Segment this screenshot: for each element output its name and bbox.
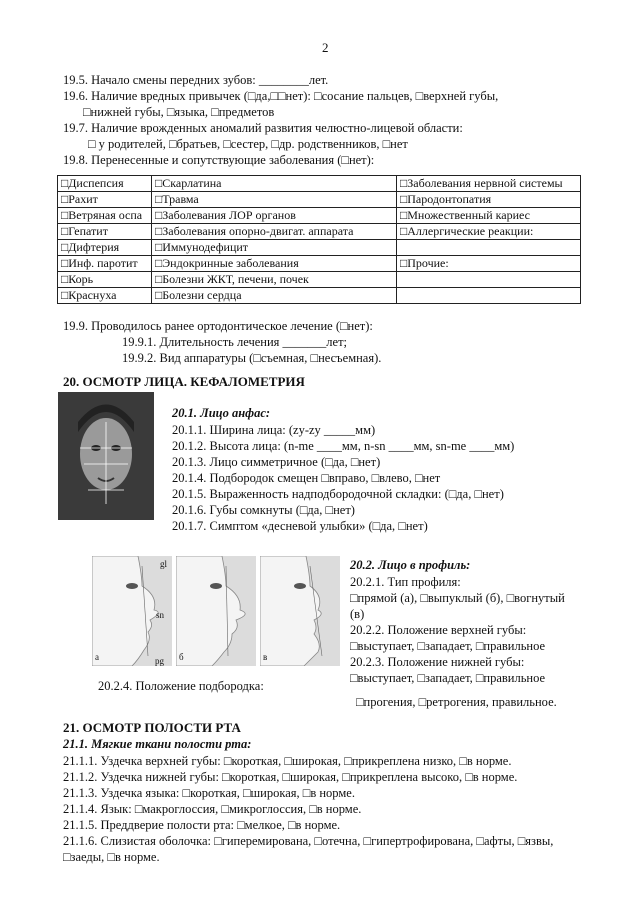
item-20-1-3: 20.1.3. Лицо симметричное (□да, □нет)	[172, 455, 381, 469]
table-cell[interactable]: □Скарлатина	[152, 176, 397, 192]
table-cell[interactable]: □Травма	[152, 192, 397, 208]
table-cell[interactable]: □Ветряная оспа	[58, 208, 152, 224]
table-cell[interactable]	[397, 240, 581, 256]
table-cell[interactable]: □Заболевания ЛОР органов	[152, 208, 397, 224]
face-photo	[58, 392, 154, 520]
table-cell[interactable]: □Иммунодефицит	[152, 240, 397, 256]
section-20-1-title: 20.1. Лицо анфас:	[172, 406, 271, 420]
q19-8: 19.8. Перенесенные и сопутствующие заболевания (□нет):	[63, 153, 375, 167]
page-number: 2	[322, 40, 329, 55]
table-cell[interactable]	[397, 288, 581, 304]
q19-7-line2: □ у родителей, □братьев, □сестер, □др. родственников, □нет	[88, 137, 408, 151]
table-cell[interactable]: □Корь	[58, 272, 152, 288]
profile-image-concave	[260, 556, 340, 666]
table-cell[interactable]: □Заболевания опорно-двигат. аппарата	[152, 224, 397, 240]
table-row	[58, 288, 581, 304]
item-20-1-4: 20.1.4. Подбородок смещен □вправо, □влево, □нет	[172, 471, 441, 485]
item-20-2-line: □выступает, □западает, □правильное	[350, 671, 546, 685]
item-20-2-line: (в)	[350, 607, 365, 621]
item-20-1-1: 20.1.1. Ширина лица: (zy-zy _____мм)	[172, 423, 376, 437]
table-row	[58, 176, 581, 192]
item-21-1-5: 21.1.5. Преддверие полости рта: □мелкое, □в норме.	[63, 818, 341, 832]
item-21-1-4: 21.1.4. Язык: □макроглоссия, □микроглоссия, □в норме.	[63, 802, 362, 816]
item-20-1-2: 20.1.2. Высота лица: (n-me ____мм, n-sn ____мм, sn-me ____мм)	[172, 439, 515, 453]
q19-9-1: 19.9.1. Длительность лечения _______лет;	[122, 335, 348, 349]
table-cell[interactable]: □Множественный кариес	[397, 208, 581, 224]
table-cell[interactable]: □Инф. паротит	[58, 256, 152, 272]
item-20-2-line: 20.2.1. Тип профиля:	[350, 575, 461, 589]
table-cell[interactable]: □Прочие:	[397, 256, 581, 272]
section-21-1-title: 21.1. Мягкие ткани полости рта:	[63, 737, 252, 751]
table-cell[interactable]: □Дифтерия	[58, 240, 152, 256]
table-cell[interactable]: □Гепатит	[58, 224, 152, 240]
q19-5: 19.5. Начало смены передних зубов: ________лет.	[63, 73, 329, 87]
diseases-table	[57, 175, 581, 304]
section-20-title: 20. ОСМОТР ЛИЦА. КЕФАЛОМЕТРИЯ	[63, 374, 305, 389]
item-21-1-2: 21.1.2. Уздечка нижней губы: □короткая, □широкая, □прикреплена высоко, □в норме.	[63, 770, 518, 784]
table-cell[interactable]: □Рахит	[58, 192, 152, 208]
profile-label-v: в	[263, 652, 268, 662]
table-cell[interactable]: □Болезни сердца	[152, 288, 397, 304]
item-20-2-line: 20.2.2. Положение верхней губы:	[350, 623, 527, 637]
item-20-1-5: 20.1.5. Выраженность надподбородочной складки: (□да, □нет)	[172, 487, 504, 501]
table-cell[interactable]: □Болезни ЖКТ, печени, почек	[152, 272, 397, 288]
section-20-2-title: 20.2. Лицо в профиль:	[350, 558, 471, 572]
table-row	[58, 192, 581, 208]
item-21-1-6-cont: □заеды, □в норме.	[63, 850, 160, 864]
profile-label-a: а	[95, 652, 99, 662]
section-21-title: 21. ОСМОТР ПОЛОСТИ РТА	[63, 720, 241, 735]
table-row	[58, 256, 581, 272]
item-20-2-4: 20.2.4. Положение подбородка:	[98, 679, 264, 693]
q19-9-2: 19.9.2. Вид аппаратуры (□съемная, □несъемная).	[122, 351, 382, 365]
item-20-1-7: 20.1.7. Симптом «десневой улыбки» (□да, □нет)	[172, 519, 428, 533]
q19-6-line1: 19.6. Наличие вредных привычек (□да,□□нет): □сосание пальцев, □верхней губы,	[63, 89, 499, 103]
point-label-gl: gl	[160, 559, 168, 569]
item-20-2-line: 20.2.3. Положение нижней губы:	[350, 655, 525, 669]
profile-image-convex	[176, 556, 256, 666]
item-20-2-line: □выступает, □западает, □правильное	[350, 639, 546, 653]
q19-7-line1: 19.7. Наличие врожденных аномалий развития челюстно-лицевой области:	[63, 121, 463, 135]
table-cell[interactable]: □Аллергические реакции:	[397, 224, 581, 240]
point-label-pg: pg	[155, 656, 164, 666]
table-cell[interactable]: □Диспепсия	[58, 176, 152, 192]
point-label-sn: sn	[156, 610, 165, 620]
table-cell[interactable]: □Пародонтопатия	[397, 192, 581, 208]
item-21-1-1: 21.1.1. Уздечка верхней губы: □короткая, □широкая, □прикреплена низко, □в норме.	[63, 754, 512, 768]
item-21-1-3: 21.1.3. Уздечка языка: □короткая, □широкая, □в норме.	[63, 786, 355, 800]
table-cell[interactable]: □Эндокринные заболевания	[152, 256, 397, 272]
table-row	[58, 208, 581, 224]
item-21-1-6: 21.1.6. Слизистая оболочка: □гиперемирована, □отечна, □гипертрофирована, □афты, □язвы,	[63, 834, 554, 848]
q19-9: 19.9. Проводилось ранее ортодонтическое лечение (□нет):	[63, 319, 373, 333]
item-20-2-line: □прямой (а), □выпуклый (б), □вогнутый	[350, 591, 565, 605]
table-cell[interactable]: □Краснуха	[58, 288, 152, 304]
profile-label-b: б	[179, 652, 184, 662]
table-cell[interactable]	[397, 272, 581, 288]
q19-6-line2: □нижней губы, □языка, □предметов	[83, 105, 275, 119]
table-row	[58, 240, 581, 256]
table-cell[interactable]: □Заболевания нервной системы	[397, 176, 581, 192]
table-row	[58, 272, 581, 288]
item-20-1-6: 20.1.6. Губы сомкнуты (□да, □нет)	[172, 503, 355, 517]
item-20-2-4-options: □прогения, □ретрогения, правильное.	[356, 695, 557, 709]
table-row	[58, 224, 581, 240]
